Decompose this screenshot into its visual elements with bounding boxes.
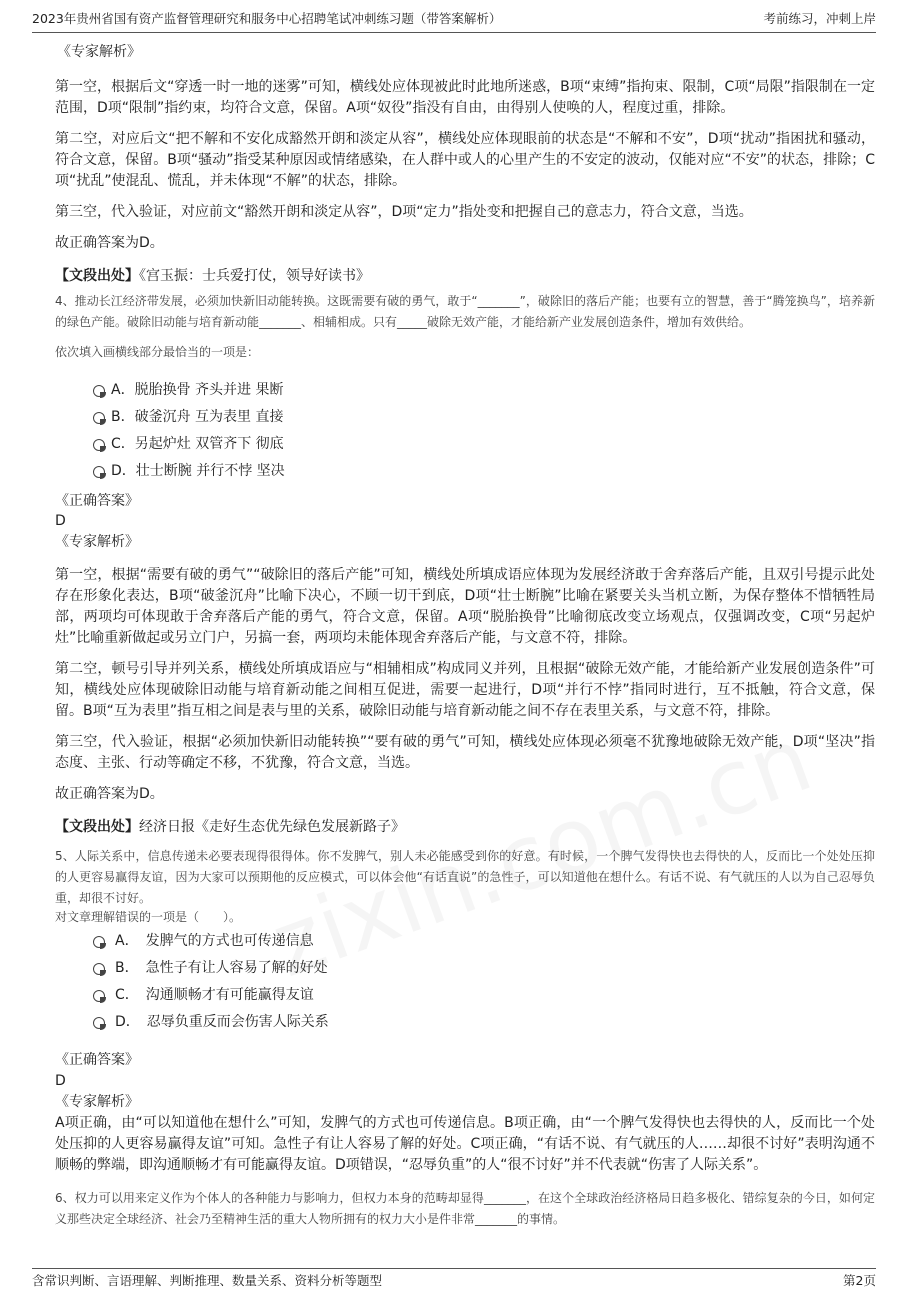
- option-c[interactable]: [55, 982, 875, 1009]
- header-slogan: 考前练习，冲刺上岸: [763, 11, 876, 26]
- expert-analysis-label: 《专家解析》: [55, 1094, 139, 1110]
- source-text: 《宫玉振：士兵爱打仗，领导好读书》: [139, 268, 370, 284]
- source-label: 【文段出处】: [55, 819, 139, 835]
- option-label: C． 沟通顺畅才有可能赢得友谊: [115, 987, 314, 1003]
- expert-analysis-label: 《专家解析》: [57, 44, 141, 60]
- correct-answer: D: [55, 513, 66, 529]
- radio-icon[interactable]: [93, 439, 105, 451]
- option-label: D．壮士断腕 并行不悖 坚决: [111, 463, 285, 479]
- correct-answer: D: [55, 1073, 66, 1089]
- correct-answer-label: 《正确答案》: [55, 493, 139, 509]
- analysis-paragraph: 第一空，根据“需要有破的勇气”“破除旧的落后产能”可知，横线处所填成语应体现为发展经济敢于舍弃落后产能，且双引号提示此处存在形象化表达，B项“破釜沉舟”比喻下决心，不顾一切干到底，D项“壮士断腕”比喻在紧要关头当机立断，为保存整体不惜牺牲局部，两项均可体现敢于舍弃落后产能的勇气，符合文意，保留。A项“脱胎换骨”比喻彻底改变立场观点，仅强调改变，C项“另起炉灶”比喻重新做起或另立门户，另搞一套，两项均未能体现舍弃落后产能，与文意不符，排除。: [55, 567, 875, 646]
- radio-icon[interactable]: [93, 385, 105, 397]
- question-prompt: 依次填入画横线部分最恰当的一项是：: [55, 345, 260, 359]
- radio-icon[interactable]: [93, 412, 105, 424]
- analysis-paragraph: 第一空，根据后文“穿透一时一地的迷雾”可知，横线处应体现被此时此地所迷惑，B项“束缚”指拘束、限制，C项“局限”指限制在一定范围，D项“限制”指约束，均符合文意，保留。A项“奴役”指没有自由，由得别人使唤的人，程度过重，排除。: [55, 79, 875, 116]
- page-header: [32, 6, 876, 33]
- analysis-paragraph: A项正确，由“可以知道他在想什么”可知，发脾气的方式也可传递信息。B项正确，由“一个脾气发得快也去得快的人，反而比一个处处压抑的人更容易赢得友谊”可知。急性子有让人容易了解的好处。C项正确，“有话不说、有气就压的人……却很不讨好”表明沟通不顺畅的弊端，即沟通顺畅才有可能赢得友谊。D项错误，“忍辱负重”的人“很不讨好”并不代表就“伤害了人际关系”。: [55, 1115, 875, 1173]
- option-label: B． 急性子有让人容易了解的好处: [115, 960, 328, 976]
- option-label: C．另起炉灶 双管齐下 彻底: [111, 436, 284, 452]
- correct-answer-label: 《正确答案》: [55, 1052, 139, 1068]
- question-stem: 4、推动长江经济带发展，必须加快新旧动能转换。这既需要有破的勇气，敢于“_______”，破除旧的落后产能；也要有立的智慧，善于“腾笼换鸟”，培养新的绿色产能。破除旧动能与培育新动能_______、相辅相成。只有_____破除无效产能，才能给新产业发展创造条件，增加有效供给。: [55, 294, 875, 329]
- analysis-paragraph: 第三空，代入验证，根据“必须加快新旧动能转换”“要有破的勇气”可知，横线处应体现必须毫不犹豫地破除无效产能，D项“坚决”指态度、主张、行动等确定不移，不犹豫，符合文意，当选。: [55, 734, 875, 771]
- analysis-paragraph: 第二空，顿号引导并列关系，横线处所填成语应与“相辅相成”构成同义并列，且根据“破除无效产能，才能给新产业发展创造条件”可知，横线处应体现破除旧动能与培育新动能之间相互促进，需要一起进行，D项“并行不悖”指同时进行，互不抵触，符合文意，保留。B项“互为表里”指互相之间是表与里的关系，破除旧动能与培育新动能之间不存在表里关系，与文意不符，排除。: [55, 661, 875, 719]
- option-list: [55, 928, 875, 1036]
- option-label: A．脱胎换骨 齐头并进 果断: [111, 382, 284, 398]
- option-b[interactable]: [55, 404, 875, 431]
- option-label: B．破釜沉舟 互为表里 直接: [111, 409, 284, 425]
- source-citation: [55, 817, 875, 838]
- analysis-paragraph: 第三空，代入验证，对应前文“豁然开朗和淡定从容”，D项“定力”指处变和把握自己的意志力，符合文意，当选。: [55, 204, 753, 220]
- radio-icon[interactable]: [93, 936, 105, 948]
- question-prompt: 对文章理解错误的一项是（ ）。: [55, 910, 242, 924]
- conclusion: 故正确答案为D。: [55, 786, 164, 802]
- document-title: 2023年贵州省国有资产监督管理研究和服务中心招聘笔试冲刺练习题（带答案解析）: [32, 11, 502, 26]
- option-d[interactable]: [55, 1009, 875, 1036]
- option-c[interactable]: [55, 431, 875, 458]
- page-number: 第2页: [843, 1273, 876, 1288]
- option-label: A． 发脾气的方式也可传递信息: [115, 933, 314, 949]
- footer-categories: 含常识判断、言语理解、判断推理、数量关系、资料分析等题型: [32, 1273, 383, 1288]
- source-citation: [55, 266, 875, 287]
- source-label: 【文段出处】: [55, 268, 139, 284]
- source-text: 经济日报《走好生态优先绿色发展新路子》: [139, 819, 405, 835]
- page-content: [55, 42, 875, 1230]
- radio-icon[interactable]: [93, 963, 105, 975]
- option-d[interactable]: [55, 458, 875, 485]
- option-a[interactable]: [55, 377, 875, 404]
- option-b[interactable]: [55, 955, 875, 982]
- option-label: D． 忍辱负重反而会伤害人际关系: [115, 1014, 329, 1030]
- question-stem: 6、权力可以用来定义作为个体人的各种能力与影响力，但权力本身的范畴却显得_______，在这个全球政治经济格局日趋多极化、错综复杂的今日，如何定义那些决定全球经济、社会乃至精神生活的重大人物所拥有的权力大小是件非常_______的事情。: [55, 1191, 875, 1226]
- analysis-paragraph: 第二空，对应后文“把不解和不安化成豁然开朗和淡定从容”，横线处应体现眼前的状态是“不解和不安”，D项“扰动”指困扰和骚动，符合文意，保留。B项“骚动”指受某种原因或情绪感染，在人群中或人的心里产生的不安定的波动，仅能对应“不安”的状态，排除；C项“扰乱”使混乱、慌乱，并未体现“不解”的状态，排除。: [55, 131, 875, 189]
- radio-icon[interactable]: [93, 1017, 105, 1029]
- question-stem: 5、人际关系中，信息传递未必要表现得很得体。你不发脾气，别人未必能感受到你的好意。有时候，一个脾气发得快也去得快的人，反而比一个处处压抑的人更容易赢得友谊，因为大家可以预期他的反应模式，可以体会他“有话直说”的急性子，可以知道他在想什么。有话不说、有气就压的人以为自己忍辱负重，却很不讨好。: [55, 849, 875, 905]
- option-a[interactable]: [55, 928, 875, 955]
- radio-icon[interactable]: [93, 990, 105, 1002]
- conclusion: 故正确答案为D。: [55, 235, 164, 251]
- expert-analysis-label: 《专家解析》: [55, 534, 139, 550]
- radio-icon[interactable]: [93, 466, 105, 478]
- option-list: [55, 377, 875, 485]
- page-footer: [32, 1268, 876, 1295]
